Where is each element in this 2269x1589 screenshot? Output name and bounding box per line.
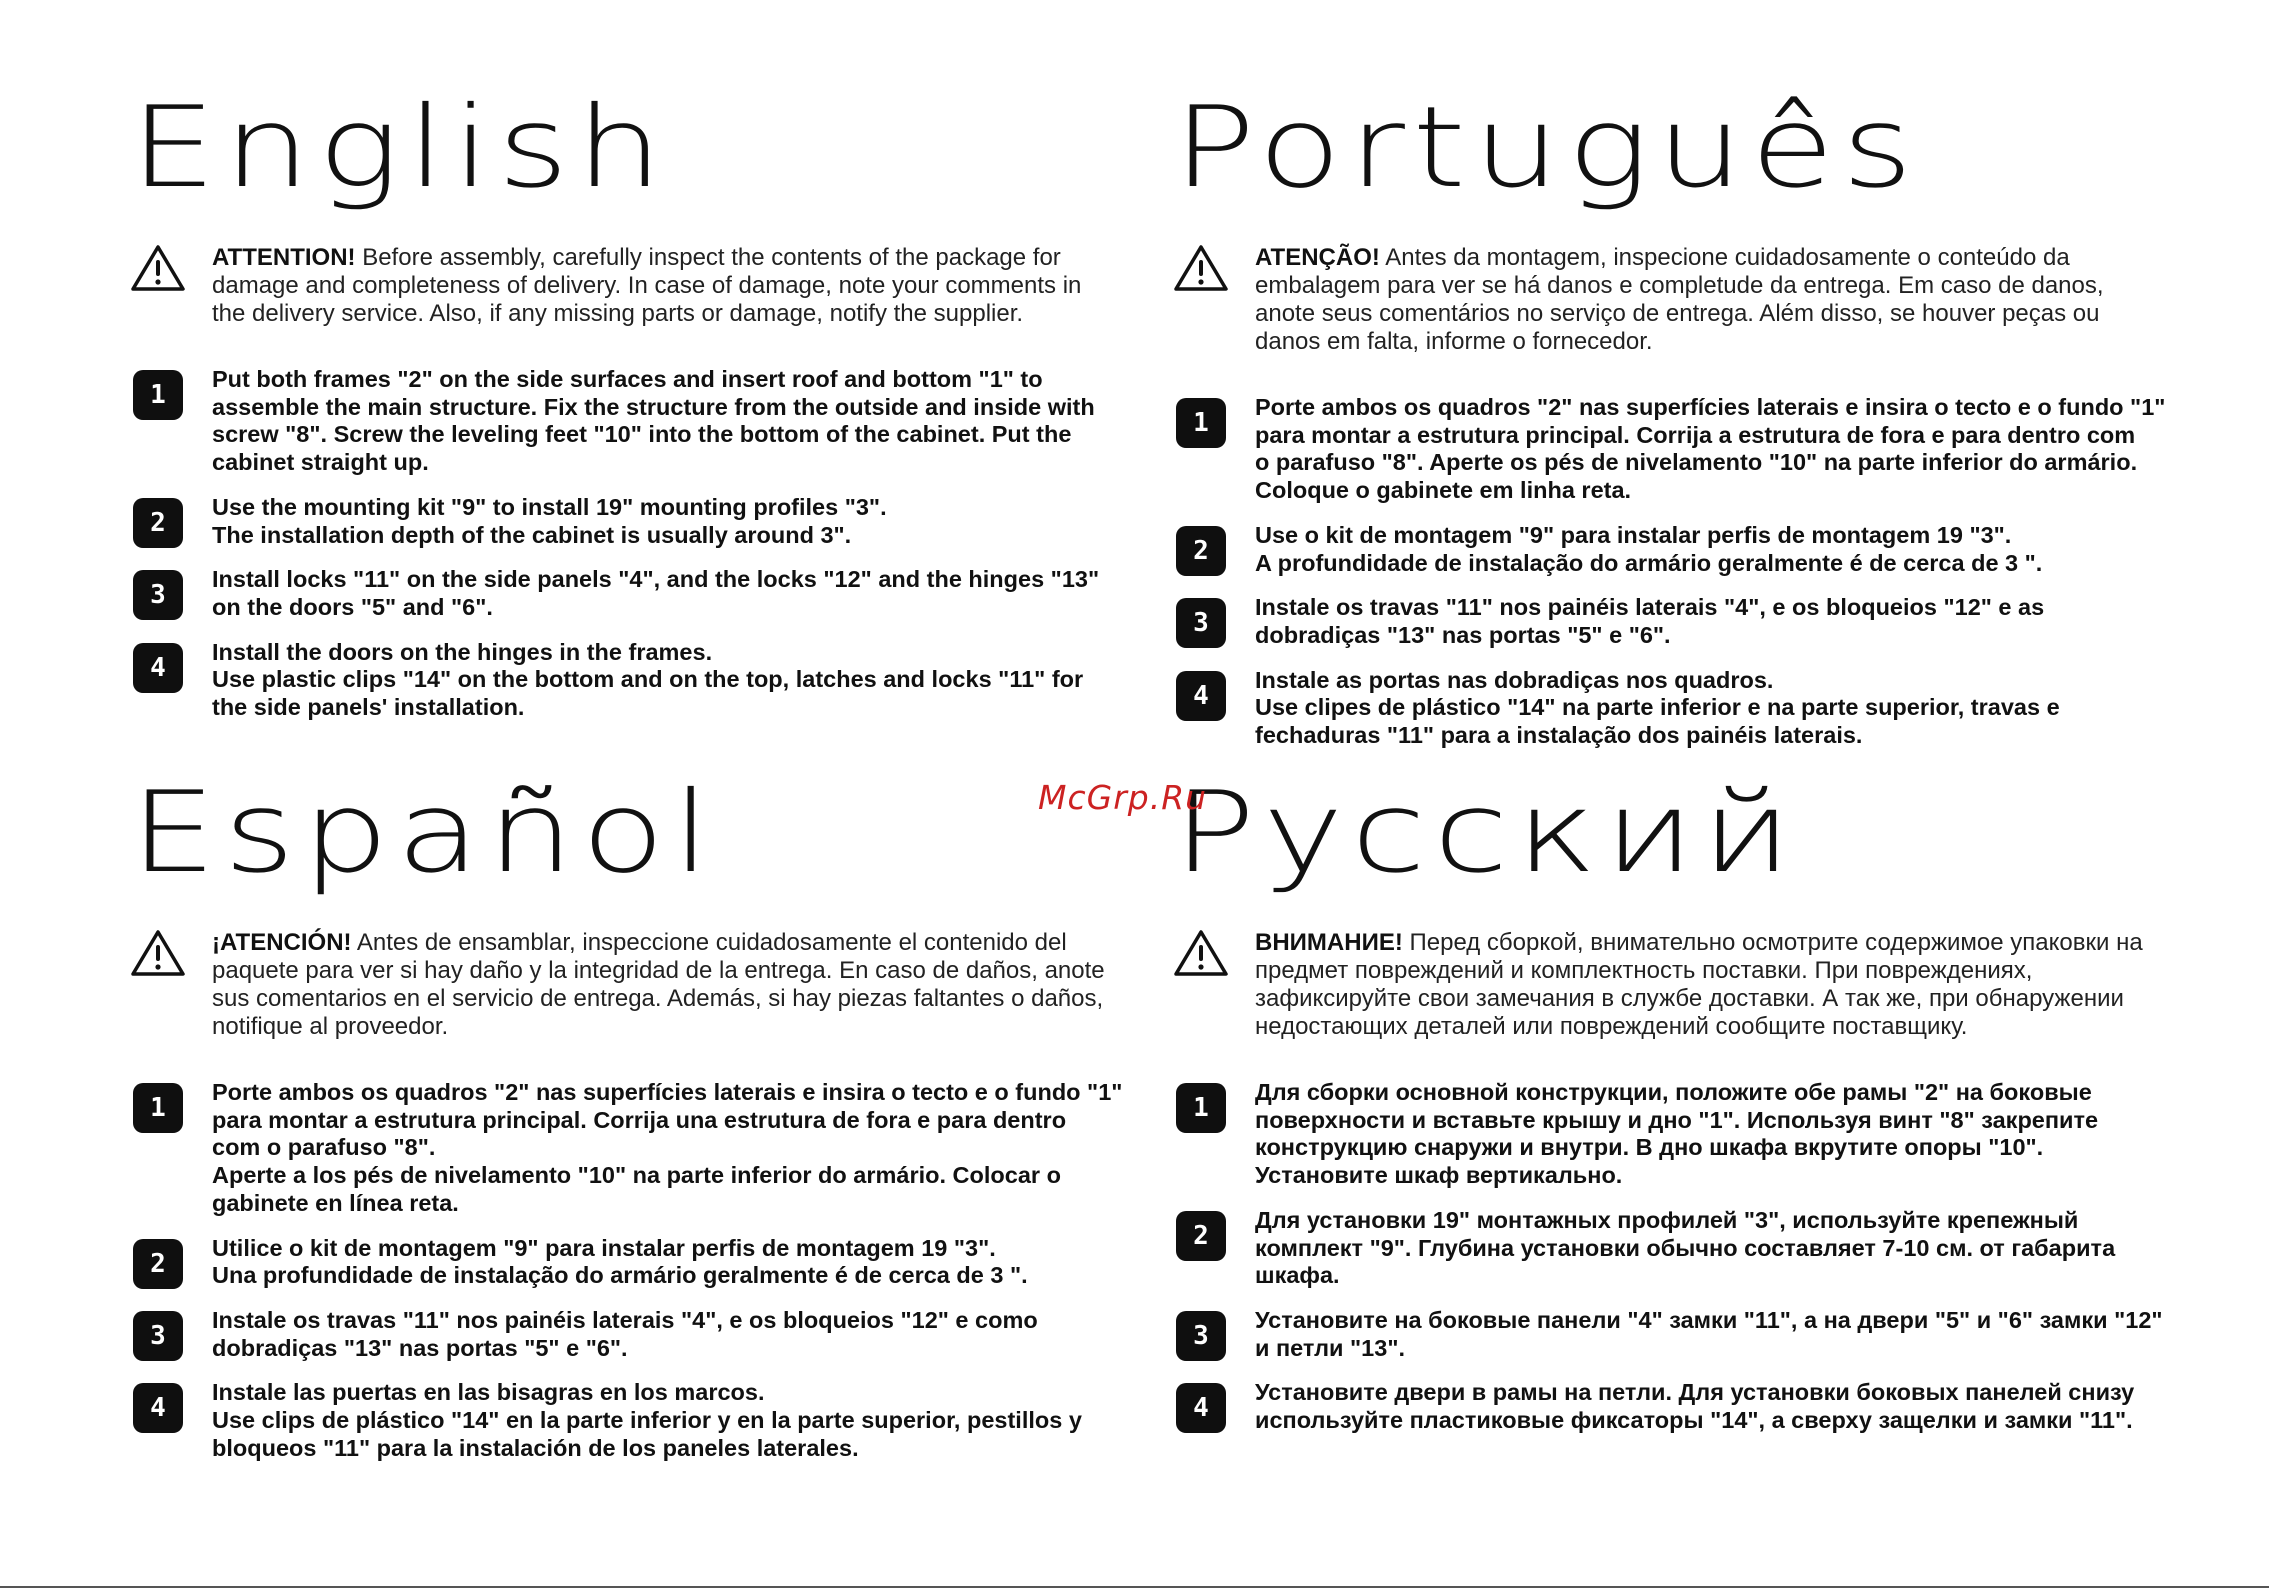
step-3	[1173, 594, 2163, 649]
attention-body: Antes de ensamblar, inspeccione cuidadosamente el contenido del paquete para ver si hay daño y la integridad de la entrega. En caso de daños, anote sus comentarios en el servicio de entrega. Además, si hay piezas faltantes o daños, notifique al proveedor.	[212, 929, 1105, 1040]
section-title-portugues: Português	[1173, 83, 1921, 213]
step-line: Porte ambos os quadros "2" nas superfícies laterais e insira o tecto e o fundo "1"	[1255, 394, 2166, 420]
step-number-badge: 4	[133, 1383, 183, 1433]
step-line: Use clipes de plástico "14" na parte inferior e na parte superior, travas e	[1255, 694, 2060, 721]
step-number-badge: 4	[1176, 1383, 1226, 1433]
attention-label: ¡ATENCIÓN!	[212, 929, 352, 956]
section-title-espanol: Español	[130, 768, 718, 898]
step-4	[130, 639, 1120, 722]
step-line: gabinete en línea reta.	[212, 1189, 459, 1216]
step-number-badge: 1	[133, 1083, 183, 1133]
step-line: Una profundidade de instalação do armário geralmente é de cerca de 3 ".	[212, 1262, 1028, 1289]
step-3	[130, 1307, 1120, 1362]
step-1	[1173, 394, 2166, 505]
step-line: the side panels' installation.	[212, 694, 525, 721]
warning-triangle-icon	[130, 929, 186, 977]
step-1	[1173, 1079, 2163, 1190]
step-text	[212, 366, 1120, 477]
step-text	[212, 566, 1120, 621]
step-line: Use clips de plástico "14" en la parte inferior y en la parte superior, pestillos y	[212, 1407, 1082, 1434]
step-line: Instale las puertas en las bisagras en los marcos.	[212, 1379, 765, 1406]
step-line: конструкцию снаружи и внутри. В дно шкафа вкрутите опоры "10".	[1255, 1134, 2044, 1161]
step-line: Put both frames "2" on the side surfaces and insert roof and bottom "1" to	[212, 366, 1043, 392]
step-number-badge: 2	[133, 498, 183, 548]
attention-body: Перед сборкой, внимательно осмотрите содержимое упаковки на предмет повреждений и комплектность поставки. При повреждениях, зафиксируйте свои замечания в службе доставки. А так же, при обнаружении недостающих деталей или повреждений сообщите поставщику.	[1255, 929, 2143, 1040]
section-title-russkiy: Русский	[1173, 768, 1799, 898]
attention-text	[212, 929, 1120, 1041]
attention-text	[1255, 244, 2163, 356]
attention-label: ATENÇÃO!	[1255, 244, 1380, 271]
attention-notice	[130, 244, 1120, 328]
step-line: assemble the main structure. Fix the structure from the outside and inside with	[212, 393, 1095, 420]
step-line: комплект "9". Глубина установки обычно составляет 7-10 см. от габарита	[1255, 1234, 2116, 1261]
step-line: The installation depth of the cabinet is usually around 3".	[212, 521, 852, 548]
step-text	[212, 639, 1120, 722]
attention-notice	[1173, 244, 2163, 356]
step-line: para montar a estrutura principal. Corrija una estrutura de fora e para dentro	[212, 1106, 1067, 1133]
step-number-badge: 2	[133, 1239, 183, 1289]
step-2	[130, 1235, 1120, 1290]
step-line: Use o kit de montagem "9" para instalar perfis de montagem 19 "3".	[1255, 521, 2012, 548]
step-line: cabinet straight up.	[212, 449, 429, 476]
section-english	[130, 83, 1120, 739]
warning-triangle-icon	[1173, 929, 1229, 977]
step-number-badge: 3	[1176, 1311, 1226, 1361]
step-line: Instale as portas nas dobradiças nos quadros.	[1255, 666, 1774, 693]
step-number-badge: 1	[1176, 1083, 1226, 1133]
step-line: A profundidade de instalação do armário geralmente é de cerca de 3 ".	[1255, 549, 2043, 576]
step-number-badge: 2	[1176, 526, 1226, 576]
step-1	[130, 366, 1120, 477]
attention-body: Before assembly, carefully inspect the contents of the package for damage and completeness of delivery. In case of damage, note your comments in the delivery service. Also, if any missing parts or damage, notify the supplier.	[212, 244, 1082, 327]
step-line: com o parafuso "8".	[212, 1134, 436, 1161]
step-number-badge: 1	[1176, 398, 1226, 448]
step-line: шкафа.	[1255, 1262, 1340, 1289]
step-line: Use the mounting kit "9" to install 19" mounting profiles "3".	[212, 493, 887, 520]
step-line: Aperte a los pés de nivelamento "10" na parte inferior do armário. Colocar o	[212, 1162, 1061, 1189]
step-text	[1255, 667, 2163, 750]
section-title-english: English	[130, 83, 670, 213]
step-line: поверхности и вставьте крышу и дно "1". Используя винт "8" закрепите	[1255, 1106, 2099, 1133]
step-line: Porte ambos os quadros "2" nas superfícies laterais e insira o tecto e o fundo "1"	[212, 1079, 1123, 1105]
step-2	[130, 494, 1120, 549]
attention-text	[212, 244, 1120, 328]
step-line: Instale os travas "11" nos painéis laterais "4", e os bloqueios "12" e as	[1255, 594, 2045, 621]
step-text	[212, 494, 1120, 549]
step-text	[1255, 1379, 2163, 1434]
step-2	[1173, 522, 2163, 577]
step-line: Utilice o kit de montagem "9" para instalar perfis de montagem 19 "3".	[212, 1234, 996, 1261]
step-text	[1255, 594, 2163, 649]
step-line: Установите шкаф вертикально.	[1255, 1162, 1623, 1189]
step-text	[212, 1079, 1123, 1218]
step-line: o parafuso "8". Aperte os pés de nivelamento "10" na parte inferior do armário.	[1255, 449, 2138, 476]
warning-triangle-icon	[1173, 244, 1229, 292]
step-number-badge: 3	[1176, 598, 1226, 648]
step-number-badge: 4	[1176, 671, 1226, 721]
step-line: dobradiças "13" nas portas "5" e "6".	[212, 1334, 628, 1361]
attention-notice	[1173, 929, 2163, 1041]
step-number-badge: 4	[133, 643, 183, 693]
attention-notice	[130, 929, 1120, 1041]
step-line: Установите на боковые панели "4" замки "11", а на двери "5" и "6" замки "12"	[1255, 1306, 2163, 1333]
step-line: Для сборки основной конструкции, положите обе рамы "2" на боковые	[1255, 1079, 2092, 1105]
attention-label: ВНИМАНИЕ!	[1255, 929, 1403, 956]
step-line: используйте пластиковые фиксаторы "14", а сверху защелки и замки "11".	[1255, 1407, 2133, 1434]
step-line: Для установки 19" монтажных профилей "3", используйте крепежный	[1255, 1206, 2079, 1233]
page-bottom-rule	[0, 1586, 2269, 1588]
attention-body: Antes da montagem, inspecione cuidadosamente o conteúdo da embalagem para ver se há danos e completude da entrega. Em caso de danos, anote seus comentários no serviço de entrega. Além disso, se houver peças ou danos em falta, informe o fornecedor.	[1255, 244, 2104, 355]
watermark: McGrp.Ru	[1038, 778, 1208, 817]
step-line: Coloque o gabinete em linha reta.	[1255, 477, 1632, 504]
step-text	[1255, 1207, 2163, 1290]
step-line: dobradiças "13" nas portas "5" e "6".	[1255, 621, 1671, 648]
step-text	[212, 1379, 1120, 1462]
step-text	[212, 1307, 1120, 1362]
step-line: screw "8". Screw the leveling feet "10" into the bottom of the cabinet. Put the	[212, 421, 1072, 448]
step-line: Use plastic clips "14" on the bottom and on the top, latches and locks "11" for	[212, 666, 1084, 693]
step-text	[212, 1235, 1120, 1290]
step-4	[1173, 667, 2163, 750]
step-number-badge: 3	[133, 570, 183, 620]
step-line: bloqueos "11" para la instalación de los paneles laterales.	[212, 1434, 859, 1461]
step-text	[1255, 1079, 2163, 1190]
step-text	[1255, 1307, 2163, 1362]
step-3	[1173, 1307, 2163, 1362]
step-line: on the doors "5" and "6".	[212, 593, 493, 620]
step-line: fechaduras "11" para a instalação dos painéis laterais.	[1255, 722, 1863, 749]
step-line: Установите двери в рамы на петли. Для установки боковых панелей снизу	[1255, 1379, 2135, 1406]
step-4	[1173, 1379, 2163, 1434]
section-russkiy	[1173, 768, 2163, 1452]
step-number-badge: 1	[133, 370, 183, 420]
step-line: Install locks "11" on the side panels "4", and the locks "12" and the hinges "13"	[212, 566, 1100, 593]
section-portugues	[1173, 83, 2166, 767]
step-3	[130, 566, 1120, 621]
step-number-badge: 2	[1176, 1211, 1226, 1261]
step-number-badge: 3	[133, 1311, 183, 1361]
warning-triangle-icon	[130, 244, 186, 292]
attention-text	[1255, 929, 2163, 1041]
step-line: Instale os travas "11" nos painéis laterais "4", e os bloqueios "12" e como	[212, 1306, 1038, 1333]
step-text	[1255, 394, 2166, 505]
step-2	[1173, 1207, 2163, 1290]
step-line: para montar a estrutura principal. Corrija a estrutura de fora e para dentro com	[1255, 421, 2136, 448]
step-1	[130, 1079, 1123, 1218]
step-text	[1255, 522, 2163, 577]
attention-label: ATTENTION!	[212, 244, 356, 271]
step-4	[130, 1379, 1120, 1462]
step-line: Install the doors on the hinges in the frames.	[212, 638, 713, 665]
step-line: и петли "13".	[1255, 1334, 1405, 1361]
